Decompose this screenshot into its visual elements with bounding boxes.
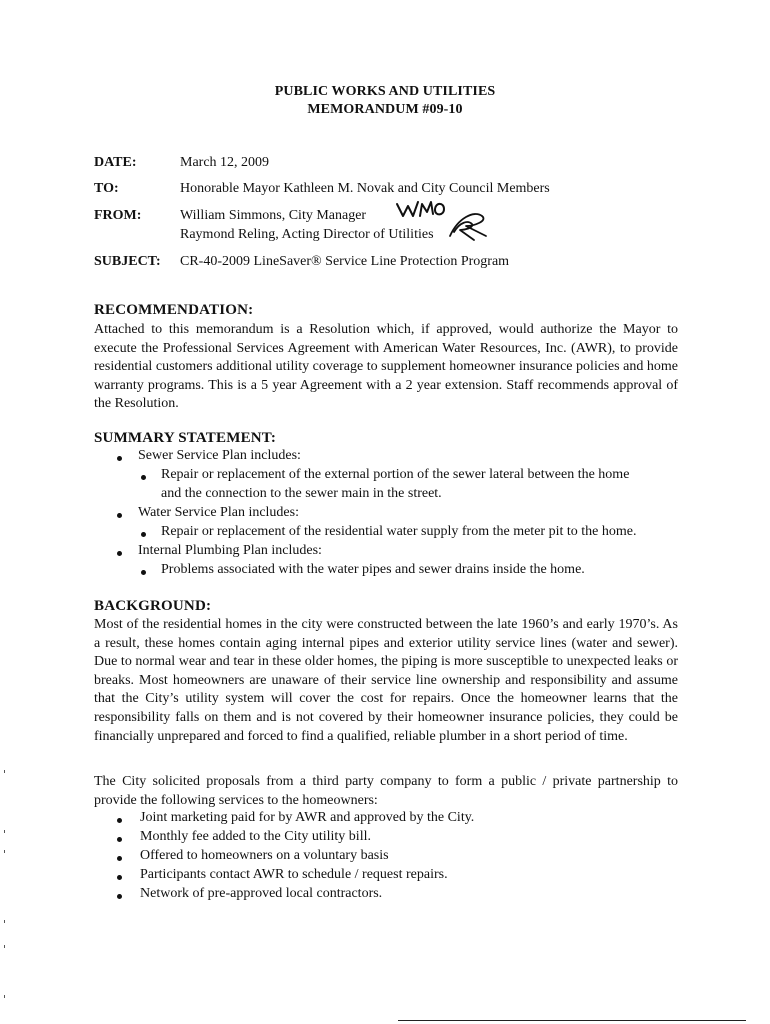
signature-initials-wmo [394,196,446,222]
recommendation-heading: RECOMMENDATION: [94,302,254,318]
bullet-dot [141,532,146,537]
from-label: FROM: [94,208,142,223]
scan-edge-mark [4,850,5,853]
memo-header-line1: PUBLIC WORKS AND UTILITIES [274,84,496,99]
summary-item-water: Water Service Plan includes: [138,505,299,520]
bullet-dot [141,570,146,575]
bullet-dot [117,894,122,899]
summary-item-plumbing: Internal Plumbing Plan includes: [138,543,322,558]
service-item-monthly-fee: Monthly fee added to the City utility bill. [140,829,371,844]
signature-initials-rr [444,208,496,242]
summary-subitem-sewer-cont: and the connection to the sewer main in the street. [161,486,442,501]
bullet-dot [117,551,122,556]
background-heading: BACKGROUND: [94,598,212,614]
footer-rule [398,1020,746,1021]
to-value: Honorable Mayor Kathleen M. Novak and City Council Members [180,181,550,196]
scan-edge-mark [4,920,5,923]
scan-edge-mark [4,770,5,773]
summary-item-sewer: Sewer Service Plan includes: [138,448,301,463]
bullet-dot [117,818,122,823]
from-value-director: Raymond Reling, Acting Director of Utilities [180,227,434,242]
subject-label: SUBJECT: [94,254,161,269]
summary-subitem-plumbing: Problems associated with the water pipes and sewer drains inside the home. [161,562,585,577]
bullet-dot [117,875,122,880]
scan-edge-mark [4,945,5,948]
service-item-marketing: Joint marketing paid for by AWR and approved by the City. [140,810,475,825]
summary-subitem-water: Repair or replacement of the residential water supply from the meter pit to the home. [161,524,637,539]
bullet-dot [117,513,122,518]
bullet-dot [117,856,122,861]
bullet-dot [117,456,122,461]
bullet-dot [141,475,146,480]
scan-edge-mark [4,830,5,833]
summary-subitem-sewer: Repair or replacement of the external portion of the sewer lateral between the home [161,467,630,482]
service-item-contact: Participants contact AWR to schedule / request repairs. [140,867,448,882]
service-item-voluntary: Offered to homeowners on a voluntary basis [140,848,389,863]
recommendation-text: Attached to this memorandum is a Resolution which, if approved, would authorize the Mayor to execute the Professional Services Agreement with American Water Resources, Inc. (AWR), to provide residential customers additional utility coverage to supplement homeowner insurance policies and home warranty programs. This is a 5 year Agreement with a 2 year extension. Staff recommends approval of the Resolution. [94,322,678,412]
date-label: DATE: [94,155,137,170]
to-label: TO: [94,181,119,196]
bullet-dot [117,837,122,842]
service-item-network: Network of pre-approved local contractors. [140,886,383,901]
background-text-2: The City solicited proposals from a third party company to form a public / private partnership to provide the following services to the homeowners: [94,774,678,808]
memo-header-line2: MEMORANDUM #09-10 [307,102,463,117]
background-text: Most of the residential homes in the city were constructed between the late 1960’s and early 1970’s. As a result, these homes contain aging internal pipes and exterior utility service lines (water and sewer). Due to normal wear and tear in these older homes, the piping is more susceptible to unexpected leaks or breaks. Most homeowners are unaware of their service line ownership and responsibility and assume that the City’s utility system will cover the cost for repairs. Once the homeowner learns that the responsibility falls on them and is not covered by their homeowner insurance policies, they could be financially unprepared and forced to find a qualified, reliable plumber in a short period of time. [94,617,678,744]
scan-edge-mark [4,995,5,998]
subject-value: CR-40-2009 LineSaver® Service Line Protection Program [180,254,510,269]
date-value: March 12, 2009 [180,155,270,170]
from-value-manager: William Simmons, City Manager [180,208,367,223]
summary-heading: SUMMARY STATEMENT: [94,430,277,446]
